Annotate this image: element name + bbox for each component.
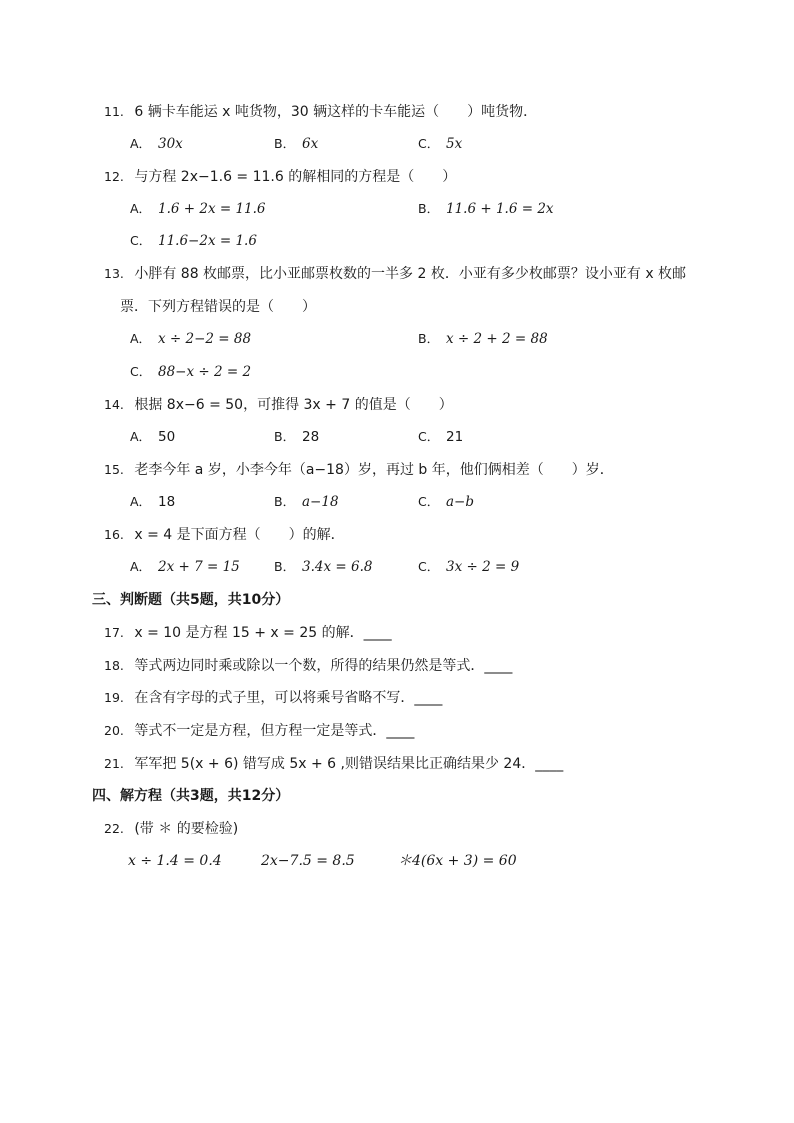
question-text: 小胖有 88 枚邮票，比小亚邮票枚数的一半多 2 枚．小亚有多少枚邮票？设小亚有 x 枚邮	[134, 266, 687, 282]
question-text: 等式不一定是方程，但方程一定是等式．____	[134, 723, 415, 739]
question-text: (带 ＊ 的要检验)	[134, 821, 239, 837]
question-number: 15.	[104, 462, 124, 477]
option-b[interactable]: B． 28	[274, 429, 320, 445]
question-16	[104, 525, 345, 545]
option-b[interactable]: B． 11.6 + 1.6 = 2x	[418, 201, 554, 217]
question-22	[104, 819, 238, 839]
question-number: 13.	[104, 266, 124, 281]
option-b[interactable]: B． 6x	[274, 136, 319, 152]
option-a[interactable]: A． x ÷ 2−2 = 88	[130, 331, 252, 347]
question-18	[104, 656, 512, 676]
question-text: 军军把 5(x + 6) 错写成 5x + 6 ,则错误结果比正确结果少 24．____	[134, 756, 564, 772]
question-21	[104, 754, 563, 774]
question-19	[104, 688, 442, 708]
question-number: 22.	[104, 821, 124, 836]
question-15	[104, 460, 614, 480]
question-number: 19.	[104, 690, 124, 705]
question-text: 6 辆卡车能运 x 吨货物，30 辆这样的卡车能运（ ）吨货物．	[134, 104, 538, 120]
question-13-continued: 票．下列方程错误的是（ ）	[120, 299, 316, 315]
option-c[interactable]: C． 5x	[418, 136, 463, 152]
question-text: 在含有字母的式子里，可以将乘号省略不写．____	[134, 690, 443, 706]
option-a[interactable]: A． 2x + 7 = 15	[130, 559, 240, 575]
option-a[interactable]: A． 18	[130, 494, 176, 510]
option-c[interactable]: C． a−b	[418, 494, 475, 510]
option-c[interactable]: C． 3x ÷ 2 = 9	[418, 559, 520, 575]
question-text: 老李今年 a 岁，小李今年（a−18）岁，再过 b 年，他们俩相差（ ）岁．	[134, 462, 614, 478]
question-number: 14.	[104, 397, 124, 412]
equation-1: x ÷ 1.4 = 0.4	[128, 853, 222, 869]
question-text: x = 10 是方程 15 + x = 25 的解．____	[134, 625, 392, 641]
section-heading-judgement: 三、判断题（共5题，共10分）	[92, 592, 290, 608]
question-number: 17.	[104, 625, 124, 640]
question-text: 根据 8x−6 = 50，可推得 3x + 7 的值是（ ）	[134, 397, 453, 413]
equation-2: 2x−7.5 = 8.5	[261, 853, 355, 869]
option-c[interactable]: C． 11.6−2x = 1.6	[130, 233, 257, 249]
question-number: 20.	[104, 723, 124, 738]
equation-3: ＊4(6x + 3) = 60	[398, 853, 517, 869]
option-b[interactable]: B． a−18	[274, 494, 339, 510]
question-13	[104, 264, 686, 284]
option-b[interactable]: B． 3.4x = 6.8	[274, 559, 373, 575]
section-heading-solve-equations: 四、解方程（共3题，共12分）	[92, 788, 290, 804]
question-17	[104, 623, 392, 643]
option-a[interactable]: A． 30x	[130, 136, 183, 152]
question-number: 12.	[104, 169, 124, 184]
option-c[interactable]: C． 21	[418, 429, 464, 445]
question-number: 11.	[104, 104, 124, 119]
option-a[interactable]: A． 1.6 + 2x = 11.6	[130, 201, 266, 217]
question-number: 21.	[104, 756, 124, 771]
option-a[interactable]: A． 50	[130, 429, 176, 445]
option-b[interactable]: B． x ÷ 2 + 2 = 88	[418, 331, 548, 347]
option-c[interactable]: C． 88−x ÷ 2 = 2	[130, 364, 252, 380]
question-number: 18.	[104, 658, 124, 673]
question-text: x = 4 是下面方程（ ）的解．	[134, 527, 345, 543]
question-text: 与方程 2x−1.6 = 11.6 的解相同的方程是（ ）	[134, 169, 457, 185]
question-text: 等式两边同时乘或除以一个数，所得的结果仍然是等式．____	[134, 658, 513, 674]
question-14	[104, 395, 453, 415]
question-11	[104, 102, 537, 122]
question-number: 16.	[104, 527, 124, 542]
question-20	[104, 721, 414, 741]
question-12	[104, 167, 456, 187]
